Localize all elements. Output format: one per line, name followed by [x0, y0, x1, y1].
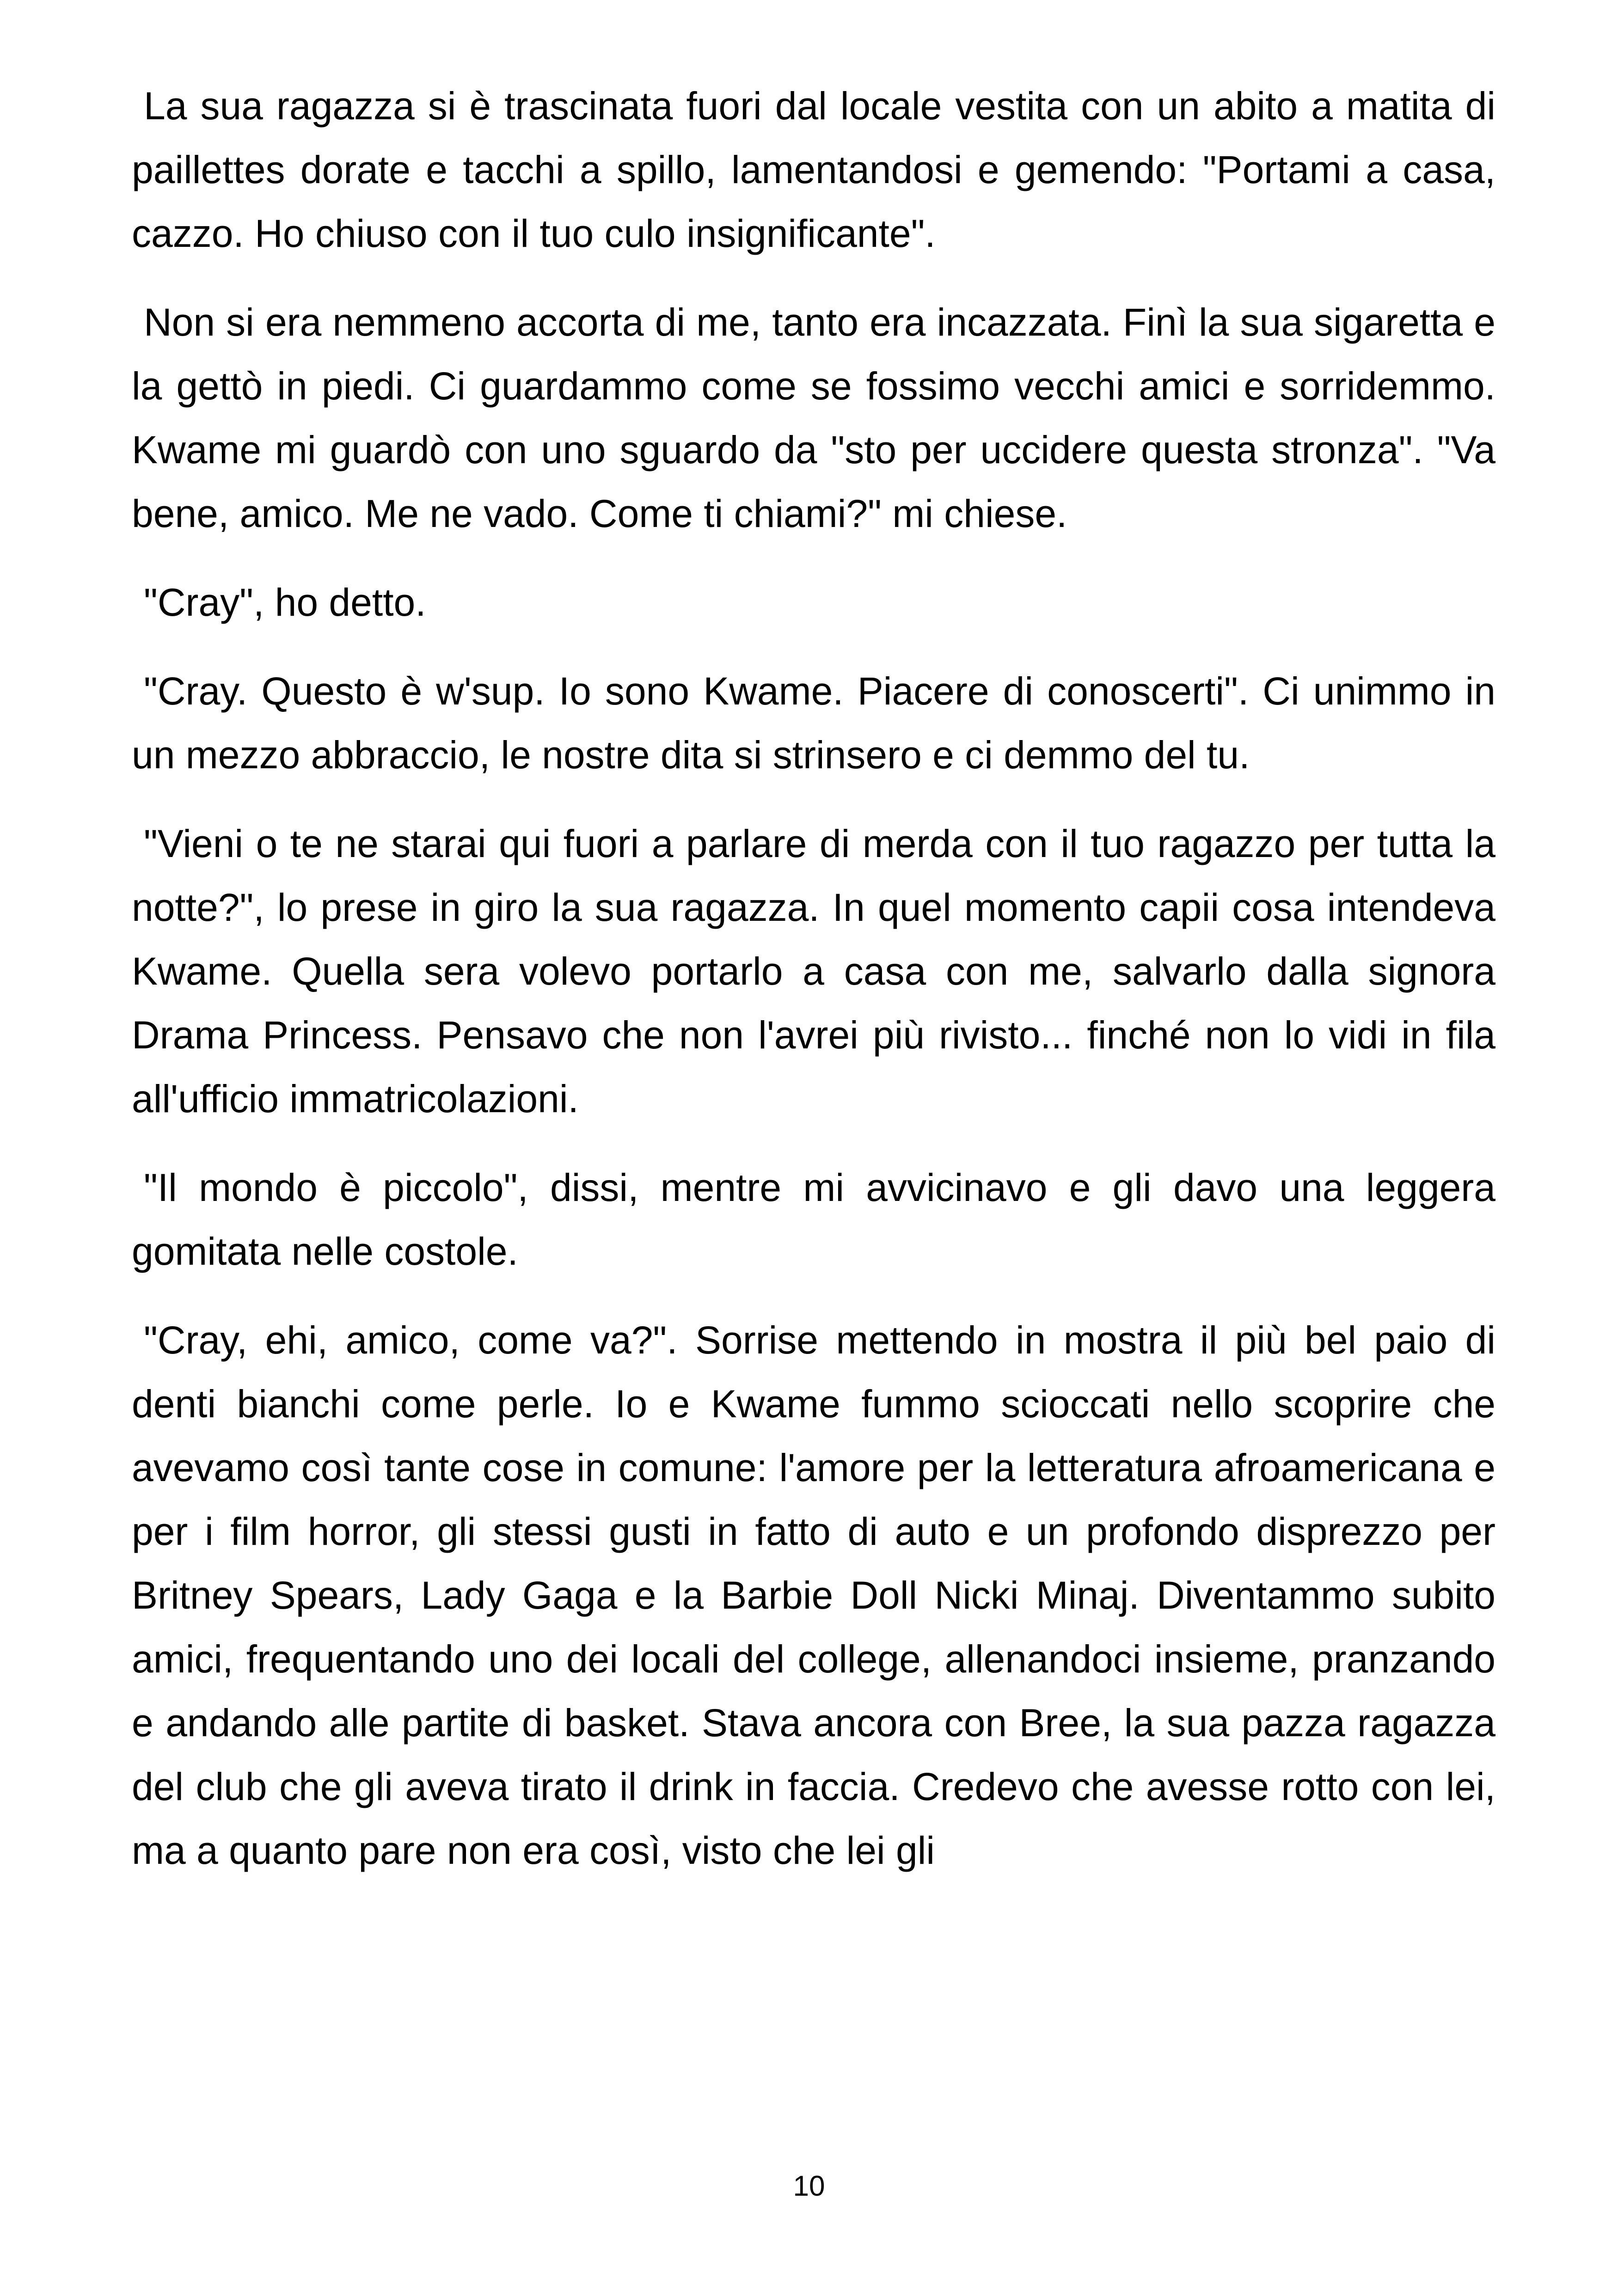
paragraph-2: Non si era nemmeno accorta di me, tanto era incazzata. Finì la sua sigaretta e la gettò in piedi. Ci guardammo come se fossimo vecchi amici e sorridemmo. Kwame mi guardò con uno sguardo da "sto per uccidere questa stronza". "Va bene, amico. Me ne vado. Come ti chiami?" mi chiese. [132, 300, 1495, 535]
paragraph-5: "Vieni o te ne starai qui fuori a parlare di merda con il tuo ragazzo per tutta la notte?", lo prese in giro la sua ragazza. In quel momento capii cosa intendeva Kwame. Quella sera volevo portarlo a casa con me, salvarlo dalla signora Drama Princess. Pensavo che non l'avrei più rivisto... finché non lo vidi in fila all'ufficio immatricolazioni. [132, 822, 1495, 1120]
paragraph-1: La sua ragazza si è trascinata fuori dal locale vestita con un abito a matita di paillettes dorate e tacchi a spillo, lamentandosi e gemendo: "Portami a casa, cazzo. Ho chiuso con il tuo culo insignificante". [132, 84, 1495, 255]
paragraph-4: "Cray. Questo è w'sup. Io sono Kwame. Piacere di conoscerti". Ci unimmo in un mezzo abbraccio, le nostre dita si strinsero e ci demmo del tu. [132, 669, 1495, 777]
paragraph-7: "Cray, ehi, amico, come va?". Sorrise mettendo in mostra il più bel paio di denti bianchi come perle. Io e Kwame fummo scioccati nello scoprire che avevamo così tante cose in comune: l'amore per la letteratura afroamericana e per i film horror, gli stessi gusti in fatto di auto e un profondo disprezzo per Britney Spears, Lady Gaga e la Barbie Doll Nicki Minaj. Diventammo subito amici, frequentando uno dei locali del college, allenandoci insieme, pranzando e andando alle partite di basket. Stava ancora con Bree, la sua pazza ragazza del club che gli aveva tirato il drink in faccia. Credevo che avesse rotto con lei, ma a quanto pare non era così, visto che lei gli [132, 1318, 1495, 1872]
paragraph-3: "Cray", ho detto. [144, 581, 426, 624]
page-number: 10 [793, 2170, 825, 2202]
body-text [132, 74, 1495, 1907]
paragraph-6: "Il mondo è piccolo", dissi, mentre mi avvicinavo e gli davo una leggera gomitata nelle costole. [132, 1166, 1495, 1273]
